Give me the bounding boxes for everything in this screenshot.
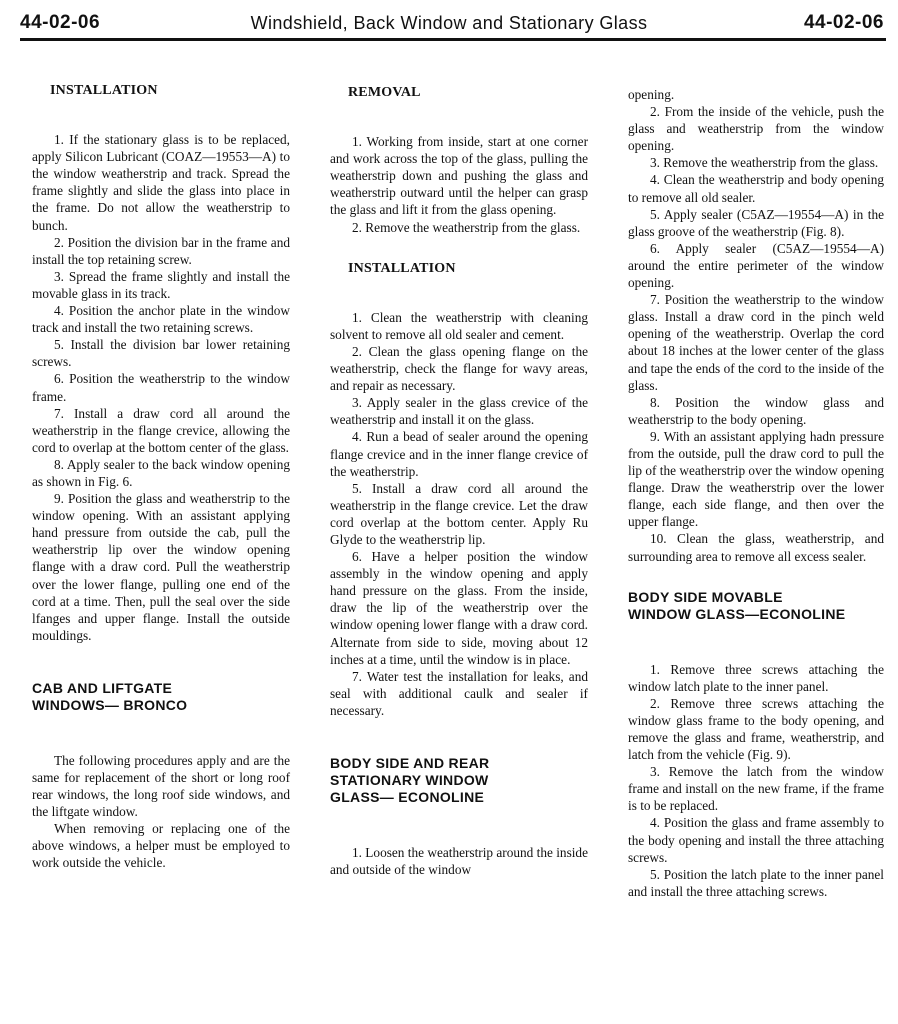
- section-heading-body-side-rear: [330, 755, 588, 806]
- heading-line: GLASS— ECONOLINE: [330, 789, 485, 805]
- heading-line: WINDOWS— BRONCO: [32, 696, 188, 713]
- paragraph: 6. Apply sealer (C5AZ—19554—A) around the entire perimeter of the window opening.: [628, 240, 884, 291]
- paragraph: 1. If the stationary glass is to be replaced, apply Silicon Lubricant (COAZ—19553—A) to the window weatherstrip and track. Spread the frame slightly and slide the glass into place in the frame. Do not allow the weatherstrip to bunch.: [32, 132, 290, 233]
- paragraph-continued: opening.: [628, 87, 675, 102]
- paragraph: 2. Position the division bar in the frame and install the top retaining screw.: [32, 234, 290, 267]
- paragraph: 10. Clean the glass, weatherstrip, and surrounding area to remove all excess sealer.: [628, 531, 884, 564]
- paragraph: 6. Position the weatherstrip to the window frame.: [32, 371, 290, 404]
- paragraph: 3. Spread the frame slightly and install the movable glass in its track.: [32, 268, 290, 301]
- paragraph: 5. Position the latch plate to the inner panel and install the three attaching screws.: [628, 866, 884, 899]
- paragraph: The following procedures apply and are the same for replacement of the short or long roof rear windows, the long roof side windows, and the liftgate window.: [32, 752, 290, 820]
- page-code-left: 44-02-06: [20, 12, 101, 33]
- paragraph: 6. Have a helper position the window assembly in the window opening and apply hand pressure on the glass. From the inside, draw the lip of the weatherstrip over the window opening lower flange with a draw cord. Alternate from side to side, moving about 12 inches at a time, until the window is in place.: [330, 549, 588, 667]
- heading-line: STATIONARY WINDOW: [330, 772, 489, 788]
- spacer: [628, 565, 884, 589]
- paragraph: 3. Remove the weatherstrip from the glass.: [650, 155, 879, 171]
- paragraph: 8. Position the window glass and weatherstrip to the body opening.: [628, 394, 884, 427]
- paragraph: 1. Working from inside, start at one corner and work across the top of the glass, pulling the weatherstrip down and pushing the glass and weatherstrip outward until the helper can grasp the glass and lift it from the glass opening.: [330, 134, 588, 218]
- column-3: [628, 86, 884, 900]
- paragraph: 3. Apply sealer in the glass crevice of the weatherstrip and install it on the glass.: [330, 395, 588, 428]
- paragraph: 5. Apply sealer (C5AZ—19554—A) in the glass groove of the weatherstrip (Fig. 8).: [628, 206, 884, 239]
- paragraph: 7. Water test the installation for leaks, and seal with additional caulk and sealer if necessary.: [330, 668, 588, 718]
- paragraph: 3. Remove the latch from the window frame and install on the new frame, if the frame is to be replaced.: [628, 764, 884, 814]
- paragraph: 2. Remove the weatherstrip from the glass.: [352, 219, 581, 235]
- spacer: [32, 644, 290, 680]
- paragraph: 2. From the inside of the vehicle, push the glass and weatherstrip from the window opening.: [628, 104, 884, 154]
- paragraph: 7. Install a draw cord all around the weatherstrip in the flange crevice, allowing the cord to overlap at the bottom center of the glass.: [32, 405, 290, 455]
- spacer: [330, 236, 588, 260]
- paragraph: 4. Run a bead of sealer around the opening flange crevice and in the inner flange crevice of the weatherstrip.: [330, 429, 588, 479]
- paragraph: 1. Loosen the weatherstrip around the inside and outside of the window: [330, 845, 588, 878]
- paragraph: 2. Remove three screws attaching the window glass frame to the body opening, and remove the glass and frame, weatherstrip, and latch from the vehicle (Fig. 9).: [628, 695, 884, 763]
- header-rule: [20, 38, 886, 41]
- section-heading-cab-liftgate: [32, 680, 290, 714]
- section-heading-removal: REMOVAL: [348, 85, 421, 100]
- heading-line: WINDOW GLASS—ECONOLINE: [628, 605, 846, 622]
- paragraph: 1. Clean the weatherstrip with cleaning solvent to remove all old sealer and cement.: [330, 309, 588, 342]
- paragraph: 7. Position the weatherstrip to the window glass. Install a draw cord in the pinch weld opening of the weatherstrip. Overlap the cord about 18 inches at the lower center of the glass and tape the ends of the cord to the inside of the glass.: [628, 292, 884, 393]
- paragraph: 9. With an assistant applying hadn pressure from the outside, pull the draw cord to pull the lip of the weatherstrip over the window opening flange. Draw the weatherstrip over the lower flange, each side flange, and then over the upper flange.: [628, 428, 884, 530]
- column-2: [330, 84, 588, 878]
- paragraph: When removing or replacing one of the above windows, a helper must be employed to work outside the vehicle.: [32, 821, 290, 871]
- paragraph: 5. Install a draw cord all around the weatherstrip in the flange crevice. Let the draw cord overlap at the bottom center. Apply Ru Glyde to the weatherstrip lip.: [330, 480, 588, 547]
- paragraph: 8. Apply sealer to the back window opening as shown in Fig. 6.: [32, 456, 290, 489]
- section-heading-installation: INSTALLATION: [50, 83, 158, 98]
- page-header: [0, 0, 898, 44]
- heading-line: BODY SIDE MOVABLE: [628, 588, 783, 605]
- paragraph: 9. Position the glass and weatherstrip to the window opening. With an assistant applying hand pressure from outside the cab, pull the weatherstrip lip over the window opening flange with a draw cord. Pull the weatherstrip over the lower flange, pulling one end of the cord at a time. Then, pull the seal over the side lfanges and upper flange. Install the outside mouldings.: [32, 491, 290, 643]
- paragraph: 1. Remove three screws attaching the window latch plate to the inner panel.: [628, 661, 884, 694]
- spacer: [330, 719, 588, 755]
- paragraph: 4. Position the anchor plate in the window track and install the two retaining screws.: [32, 303, 290, 336]
- heading-line: BODY SIDE AND REAR: [330, 755, 490, 771]
- column-1: [32, 82, 290, 872]
- paragraph: 2. Clean the glass opening flange on the weatherstrip, check the flange for wavy areas, and repair as necessary.: [330, 343, 588, 394]
- paragraph: 4. Clean the weatherstrip and body opening to remove all old sealer.: [628, 172, 884, 205]
- page-code-right: 44-02-06: [803, 12, 884, 33]
- heading-line: CAB AND LIFTGATE: [32, 679, 173, 696]
- paragraph: 4. Position the glass and frame assembly to the body opening and install the three attaching screws.: [628, 815, 884, 865]
- section-heading-body-side-movable: [628, 589, 884, 623]
- paragraph: 5. Install the division bar lower retaining screws.: [32, 337, 290, 370]
- page-title: Windshield, Back Window and Stationary Glass: [250, 13, 648, 33]
- section-heading-installation-2: INSTALLATION: [348, 260, 456, 276]
